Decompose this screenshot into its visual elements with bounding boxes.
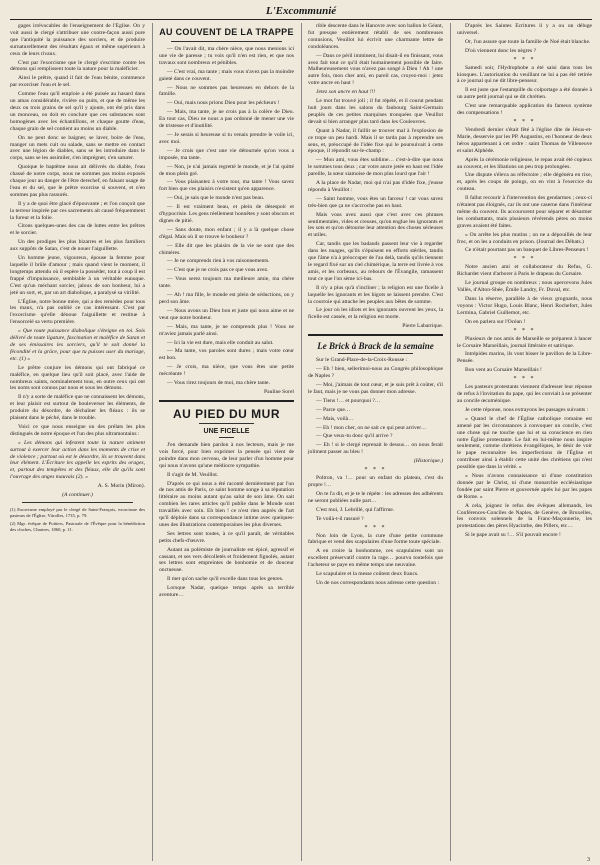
paragraph: Il n'y a plus qu'à s'incliner ; la religion est une ficelle à laquelle les ignorants et les bigots se laissent prendre. C'est la courroie qui attache les peuples aux bêtes de somme. [308,284,443,305]
title-divider [199,423,254,424]
section-stars: * * * [364,467,387,474]
continued-note: (A continuer.) [62,492,93,499]
paragraph: — Je serais si heureuse si tu venais prendre le voile ici, avec moi. [159,131,294,145]
paragraph: — Je crois que c'est une vie détournée qu'on vous a imposée, ma tante. [159,147,294,161]
paragraph: Ce n'était pourtant pas un banquet de Libres-Penseurs ! [465,247,589,254]
paragraph: Il s'agit de M. Veuillot. [167,471,219,478]
paragraph: Ses lettres sont toutes, à ce qu'il paraît, de véritables petits chefs-d'œuvre. [159,530,294,544]
paragraph: Voici ce que nous enseigne un des prélats les plus distingués de notre époque et l'un des plus ultramontains : [10,423,145,437]
paragraph: C'est par l'exorcisme que le clergé s'escrime contre les démons qui remplissent toute la nature pour la maléficier. [10,59,145,73]
paragraph: D'où viennent donc les nègres ? [465,47,537,54]
paragraph: — Que veux-tu donc qu'il arrive ? [316,433,393,440]
paragraph: A cela, joignez le refus des évêques allemands, les Conférences-Conciles de Naples, de Genève, de Bruxelles, les convois solennels de la Franc-Maçonnerie, les protestations des pères Hyacinthe, des Pillers, etc… [457,502,592,530]
column-4 [450,23,592,861]
paragraph: — Dans ce péril imminent, lui disait-il en finissant, vous avez fait tout ce qu'il était humainement possible de faire. Malheureusement vous n'avez pas songé à Dieu ! Ah ! une autre fois, mon cher ami, en pareil cas, croyez-moi : jetez votre ancre en haut ! [308,52,443,87]
paragraph: Plusieurs de nos amis de Marseille se préparent à lancer le Corsaire Marseillais, journal littéraire et satirique. [457,335,592,349]
paragraph: Il fallut recourir à l'intervention des gendarmes ; ceux-ci n'étaient pas éloignés, car ils ont une caserne dans l'intérieur même du couvent. Ils accoururent pour séparer et désarmer les combattants, mais plusieurs révérends pères on moins graves avaient été faites. [457,195,592,229]
paragraph: Citons quelques-unes des cas de luttes entre les prêtres et le sorcier. [10,223,145,237]
paragraph: Il est juste que l'estampille du colportage a été donnée à un autre petit journal qui se dit chrétien. [457,87,592,101]
paragraph: — Parce que… [316,406,351,413]
column-3 [301,23,443,861]
paragraph: — Ma tante, vos paroles sont dures ; mais votre cœur est bon. [159,348,294,362]
article-title: Le Brick à Brack de la semaine [317,341,434,352]
footnote: (1) Exorcisme employé par le clergé de Saint-François, exorcisme des pasteurs de l'Église, Vitrolles, 1735, p. 79. [10,507,145,518]
section-stars: * * * [513,118,536,125]
poem-block [308,357,443,456]
paragraph: — Non, je n'ai jamais regretté le monde, et je l'ai quitté de mon plein gré. [159,163,294,177]
paragraph: Car, tandis que les badauds passent leur vie à regarder dans les nuages, qu'ils s'épuisent en efforts stériles, tandis que l'âme n'a à préoccuper de l'au delà, tandis qu'ils tiennent le regard fixé sur un ciel chimérique, la terre est livrée à vos amis, et les corbeaux, au rebours de l'Évangile, ramassent tout ce que l'on sème ici-bas. [308,241,443,282]
article-divider [159,400,294,402]
notes-block [457,473,592,539]
paragraph: — Oui, mais nous prions Dieu pour les pécheurs ! [167,100,280,107]
notes-block [457,336,592,375]
paragraph: — On l'avait dit, ma chère nièce, que nous menions ici une vie de paresse ; tu vois qu'il n'en est rien, et que nos travaux sont nombreux et pénibles. [159,46,294,66]
paragraph: — C'est vrai, ma tante ; mais vous n'avez pas la moindre gaieté dans ce couvent. [159,68,294,82]
notes-block [457,264,592,325]
paragraph: — Vous serez toujours ma meilleure amie, ma chère tante. [159,276,294,290]
paragraph: Sur le Grand-Place-de-la-Croix-Rousse : [316,357,408,364]
paragraph: Le prêtre conjure les démons qui ont fabriqué ce maléfice, en quelque lieu qu'il soit placé, avec l'aide de nombreux saints, nominalement tous, en outre ceux qui ont les noms sont connus par nous et sous les démons. [10,364,145,392]
masthead-rule [10,19,592,20]
paragraph: Le journal groupe en nombreux ; nous apercevons Jules Vallès, d'Alton-Shée, Émile Landry, Fr. Duval, etc. [457,280,592,294]
title-divider [171,41,282,42]
paragraph: Le scapulaire et la messe coûtent deux francs. [316,571,419,578]
paragraph: Quoique le baptême nous ait délivrés du diable, l'eau chassé de notre corps, nous ne sommes pas moins exposés chaque jour au danger de l'être derechef, en faisant usage de l'eau et du sel, que le prêtre exorcise si souvent, et n'en sommes pas plus rassurés. [10,164,145,198]
paragraph: D'après ce qui nous a été raconté dernièrement par l'un de nos amis de Paris, ce saint homme songe à sa réputation littéraire au moins autant qu'au salut de son âme. On sait combien les rares articles qu'il publie dans le Monde sont travaillés avec soin. Eh bien ! ce n'est rien auprès de l'art qu'il déploie dans sa correspondance intime avec quelques-unes des illustrations contemporaines les plus diverses. [159,480,294,528]
paragraph: — Eh ! mon cher, on ne sait ce qui peut arriver… [316,424,427,431]
paragraph: Notre ancien ami et collaborateur du Refus, G. Richardet vient d'arborer à Paris le drapeau du Corsaire. [457,264,592,278]
paragraph: — Mon ami, vous êtes sublime… c'est-à-dire que nous le sommes tous deux ; car votre ancre jetée en haut est l'idée pareille, la sœur siamoise de mon plus lourd que l'air ! [308,157,443,178]
paragraph: Or, l'un assure que toute la famille de Noé était blanche. [465,38,591,45]
paragraph: — Eh ! bien, sellerimoi-nous au Congrès philosophique de Naples ? [308,366,443,380]
title-divider [219,437,234,438]
paragraph: Quant à Nadar, il faillit se trouver mal à l'explosion de ce trope un peu hardi. Mais il se tarda pas à reprendre ses sens, et, préoccupé de l'idée fixe qui le poursuivait à cette époque, il répondit sur-le-champ : [308,127,443,155]
paragraph: C'est moi, J. Lebrillé, qui l'affirme. [316,506,395,513]
paragraph: — Eh ! si le clergé reprenait le dessus… on nous ferait joliment passer au bleu ! [308,442,443,456]
paragraph: A la place de Nadar, moi qui n'ai pas d'idée fixe, j'eusse répondu à Veuillot : [308,180,443,193]
paragraph: — Vous plaisantez à votre tour, ma tante ! Vous savez fort bien que ces plaisirs n'existent qu'en apparence. [159,179,294,193]
paragraph: A en croire la bonhomme, ces scapulaires sont un excellent préservatif contre la rage… pourvu toutefois que l'acheteur se paye en même temps une neuvaine. [308,548,443,569]
paragraph: — Je ne comprends rien à vos raisonnements. [167,258,270,265]
article-subtitle: UNE FICELLE [203,427,250,435]
paragraph: Le jour où les idiots et les ignorants ouvrent les yeux, la ficelle est cassée, et la religion est morte. [308,307,443,321]
paragraph: Les pasteurs protestants viennent d'adresser leur réponse de refus à l'invitation du pape, qui les conviait à se présenter au concile œcuménique. [457,384,592,404]
paragraph: On te l'a dit, et je te le répète : les adresses des adhérents ne seront publiées nulle part… [308,490,443,504]
footnote: (2) Mgr. évêque de Poitiers, Pastorale de l'Évêque pour la bénédiction des cloches, Chartres, 1860, p. 11. [10,520,145,532]
paragraph: Vendredi dernier s'était fêté à l'église dite de Jésus-et-Marie, desservie par les PP. Augustins, en l'honneur de deux héros appartenant à cet ordre : saint Thomas de Villeneuve et saint Alphède. [457,126,592,154]
footnote-divider [22,502,133,503]
notes-block [457,23,592,55]
section-stars: * * * [513,256,536,263]
paragraph: Non loin de Lyon, la cure d'une petite commune fabrique et vend des scapulaires d'une forme toute spéciale. [308,532,443,546]
paragraph: D'après les Saintes Écritures il y a ou un déluge universel. [457,23,592,36]
paragraph: Le mot fut trouvé joli ; il fut répété, et il courut pendant huit jours dans les salons du faubourg Saint-Germain peuplés de ces petites marquises tronquées que Veuillot devait si bien arranger plus tard dans les Couleuvres. [308,98,443,125]
paragraph: — Ici la vie est dure, mais elle conduit au salut. [167,339,274,346]
section-stars: * * * [364,524,387,531]
paragraph: — Ah ! ma fille, le monde est plein de séductions, on y perd son âme. [159,292,294,305]
paragraph: Intrépides marins, ils vont hisser le pavillon de la Libre-Pensée. [457,351,592,365]
paragraph: Un des prodiges les plus bizarres et les plus familiers aux suppôts de Satan, c'est de nouer l'aiguillette. [10,239,145,253]
section-stars: * * * [513,376,536,383]
column-1 [10,23,145,861]
paragraph: Un de nos correspondants nous adresse cette question : [316,580,440,586]
paragraph: Bon vent au Corsaire Marseillais ! [465,367,542,374]
paragraph: Te voilà-t-il rassuré ? [316,515,364,522]
paragraph: Mais vous avez aussi que c'est avec ces phrases sentimentales, vides et creuses, qu'on engluе les ignorants et les sots et qu'on détourne leur attention des choses sérieuses et utiles. [308,211,443,239]
notes-block [457,384,592,471]
paragraph: Il n'y a sorte de maléfice que ne connaissent les démons, et leur plaisir est surtout de bouleverser les éléments, de produire du désordre, de déchaîner les fléaux : ils se plaisent dans le péché, dans le trouble. [10,394,145,422]
paragraph: Si le pape avait su !… S'il pouvait encore ! [465,532,561,539]
section-stars: * * * [513,56,536,63]
paragraph: — Oui, je sais que le monde n'est pas beau. [167,195,265,202]
paragraph: Jetez son ancre en haut !!! [316,89,376,96]
section-stars: * * * [513,327,536,334]
page-number: 3 [587,857,590,863]
paragraph: gages irrévocables de l'enseignement de l'Église. On y voit aussi le clergé s'attribuer une contre-façon aussi pure que l'antiquité la puissance des sorciers, et de produire surnaturellement des résultats égaux et même supérieurs à ceux de leurs rivaux. [10,23,145,57]
paragraph: — Nous ne sommes pas heureuses en dehors de la famille. [159,84,294,98]
masthead: L'Excommunié [265,5,337,17]
article-title: AU PIED DU MUR [172,406,280,421]
paragraph: — Elle dit que les plaisirs de la vie ne sont que des chimères. [159,242,294,256]
paragraph: « Quand le chef de l'Église catholique romaine est amené par les circonstances à convoquer un concile, c'est une chose qui ne touche que lui et sa conscience en rien notre Église protestante. Le fait en lui-même nous inspire seulement, comme chrétiens évangéliques, le désir de voir le pape reconnaître les imperfections de l'Église et contribuer ainsi à établir cette unité des chrétiens qui n'est possible que dans la vérité. » [457,415,592,471]
paragraph: « On arrête les plus mutins ; on ne a dépouillés de leur froc, et on les a conduits en prison. (Journal des Débats.) [457,231,592,245]
paragraph: Il y a de quoi être glacé d'épouvante ; et l'on conçoit que la terreur inspirée par ces sacrements ait causé fréquemment la fureur et la folie. [10,200,145,221]
paragraph: — Saint homme, vous êtes un farceur ! car vous savez très-bien que ça ne s'accroche pas en haut. [308,195,443,209]
paragraph: Une dispute s'éleva au réfectoire ; elle dégénéra en rixe, et, après les coups de poings, on en vint à l'exercice du couteau. [457,172,592,193]
paragraph: L'Église, notre bonne mère, qui a des remèdes pour tous les maux, n'a pas oublié ce cas intéressant. C'est par l'exorcisme qu'elle dénoue l'aiguillette et restitue à l'ensorcelé sa vertu première. [10,298,145,326]
title-divider [338,353,413,354]
paragraph: rible descente dans le Hanovre avec son ballon le Géant, fut presque entièrement rétabli de ses nombreuses contusions, Veuillot lui écrivit une charmante lettre de condoléances. [308,23,443,50]
article-divider [308,334,443,336]
quotation: « Que toute puissance diabolique s'éteigne en toi. Sois délivré de toute ligature, fascination et maléfice de Satan et de ses émissaires les sorciers, qu'il te soit donné la fécondité et la grâce, pour que tu puisses user du mariage, etc. (1) » [10,328,145,362]
paragraph: Comme l'eau qu'il emploie a été puisée au hasard dans un amas considérable, rivière ou puits, et que de même les deux ou trois grains de sel qu'il y ajoute, ont été pris dans un monceau, on doit en conclure que ces substances sont homogènes avec les échantillons, et chaque goutte d'eau, chaque grain de sel contient au moins un diable. [10,91,145,132]
paragraph: — Mais, voilà… [316,415,354,422]
paragraph: Samedi soir, l'Hydrophobe a été saisi dans tous les kiosques. L'autorisation du veuillant ne lui a pas été retirée à ce journal qui ne dit libre-penseur. [457,64,592,85]
paragraph: — Sans doute, mon enfant ; il y a là quelque chose d'égal. Mais où il se trouve le bonheur ? [159,226,294,240]
paragraph: — Moi, j'aimais de tout cœur, et je suis prêt à coûter, s'il le faut, mais je ne vous pas donner mon adresse. [308,381,443,395]
paragraph: — Mais, ma tante, je ne crois pas à la colère de Dieu. En tout cas, Dieu ne nous a pas ordonné de mener une vie de tristesse et d'inutilité. [159,109,294,130]
paragraph: — Tiens !… et pourquoi ?… [316,397,381,404]
columns [10,23,592,861]
quotation: « Les démons qui infestent toute la nature animent surtout à exercer leur action dans les moments de crise et de violence ; partout où est le désordre, ils se trouvent dans leur élément. L'Écriture les appelle les esprits des orages, et, partout des tempêtes et des fléaux, elle dit qu'ils sont l'ouvrage des anges mauvais (2). » [10,439,145,481]
paragraph: On en parlera sur l'Océan ! [465,318,526,325]
paragraph: — Mais, ma tante, je ne comprends plus ! Vous ne m'aviez jamais parlé ainsi. [159,323,294,337]
paragraph: Dans la réserve, parallèle à de vieux grognards, nous voyons : Victor Hugo, Louis Blanc, Henri Rochefort, Jules Lermina, Gabriel Guillemot, etc. [457,296,592,316]
paragraph: Un homme jeune, vigoureux, épouse la femme pour laquelle il brûle d'amour ; mais quand vient le moment, il longtemps attendu où il espère la posséder, tout à coup il est frappé d'impuissance, semblable à un véritable eunuque. C'est qu'un méchant sorcier, jaloux de son bonheur, lui a jeté un sort, et, par un art diabolique, a paralysé sa virilité. [10,255,145,296]
paragraph: — Je crois, ma nièce, que vous êtes une petite mécréante ! [159,364,294,378]
paragraph: Lorsque Nadar, quelque temps après sa terrible aventure… [159,585,294,599]
short-block [308,475,443,522]
author-signature: Pierre Labarrique. [402,323,443,330]
paragraph: Après la cérémonie religieuse, le repas avait été copieux au couvent, et les libations un peu trop prolongées. [457,156,592,170]
paragraph: — C'est que je ne crois pas ce que vous avez. [167,267,269,274]
paragraph: Autant au polémiste de journaliste est épicé, agressif et cassant, et ses vers décolletés et froidement fignolés, autant ses lettres sont empreintes de bonhomie et de douceur onctueuse. [159,546,294,574]
paragraph: On ne peut donc se baigner, se laver, boire de l'eau, manger un mets cuit ou salade, sans se mettre en contact avec une légion de diables, sans se les introduire dans le corps, sans se les assimiler, s'en imprégner, s'en saturer. [10,134,145,162]
paragraph: C'est une remarquable application du fameux système des compensations ! [457,103,592,117]
paragraph: J'en demande bien pardon à nos lecteurs, mais je me vois forcé, pour bien exprimer la pensée qui vient de poindre dans mon cerveau, de leur parler d'un homme pour qui nous n'avons qu'une médiocre sympathie. [159,441,294,469]
notes-block [457,65,592,117]
column-2 [152,23,294,861]
dialogue-block [159,46,294,387]
paragraph: Ainsi le prêtre, quand il fait de l'eau bénite, commence par exorciser l'eau et le sel. [10,75,145,89]
author-signature: A. S. Morin (Miron). [97,483,145,490]
article-title: AU COUVENT DE LA TRAPPE [159,27,294,37]
col1-article [10,23,145,532]
paragraph: — Vous rirez toujours de moi, ma chère tante. [167,380,270,387]
paragraph: — Il est vraiment beau, et plein de désespoir et d'hypocrisie. Les gens réellement honnêtes y sont obscurs et dignes de pitié. [159,204,294,224]
author-signature: Pauline Sorel [264,388,294,395]
paragraph: Il met qu'on sache qu'il excelle dans tous les genres. [167,576,284,583]
paragraph: « Nous n'avons connaissance ni d'une constitution donnée par le Christ, ni d'une monarchie ecclésiastique fondée par saint Pierre et gouvernée après lui par les papes de Rome. » [457,473,592,500]
paragraph: Je cette réponse, nous extrayons les passages suivants : [465,406,589,413]
paragraph: — Nous avons un Dieu bon et juste qui nous aime et ne veut que notre bonheur. [159,307,294,321]
source-note: (Historique.) [413,458,443,465]
paragraph: Poltron, va !… pour un enfant du plateau, c'est du propre !… [308,475,443,489]
notes-block [457,127,592,254]
notes-block [308,533,443,587]
